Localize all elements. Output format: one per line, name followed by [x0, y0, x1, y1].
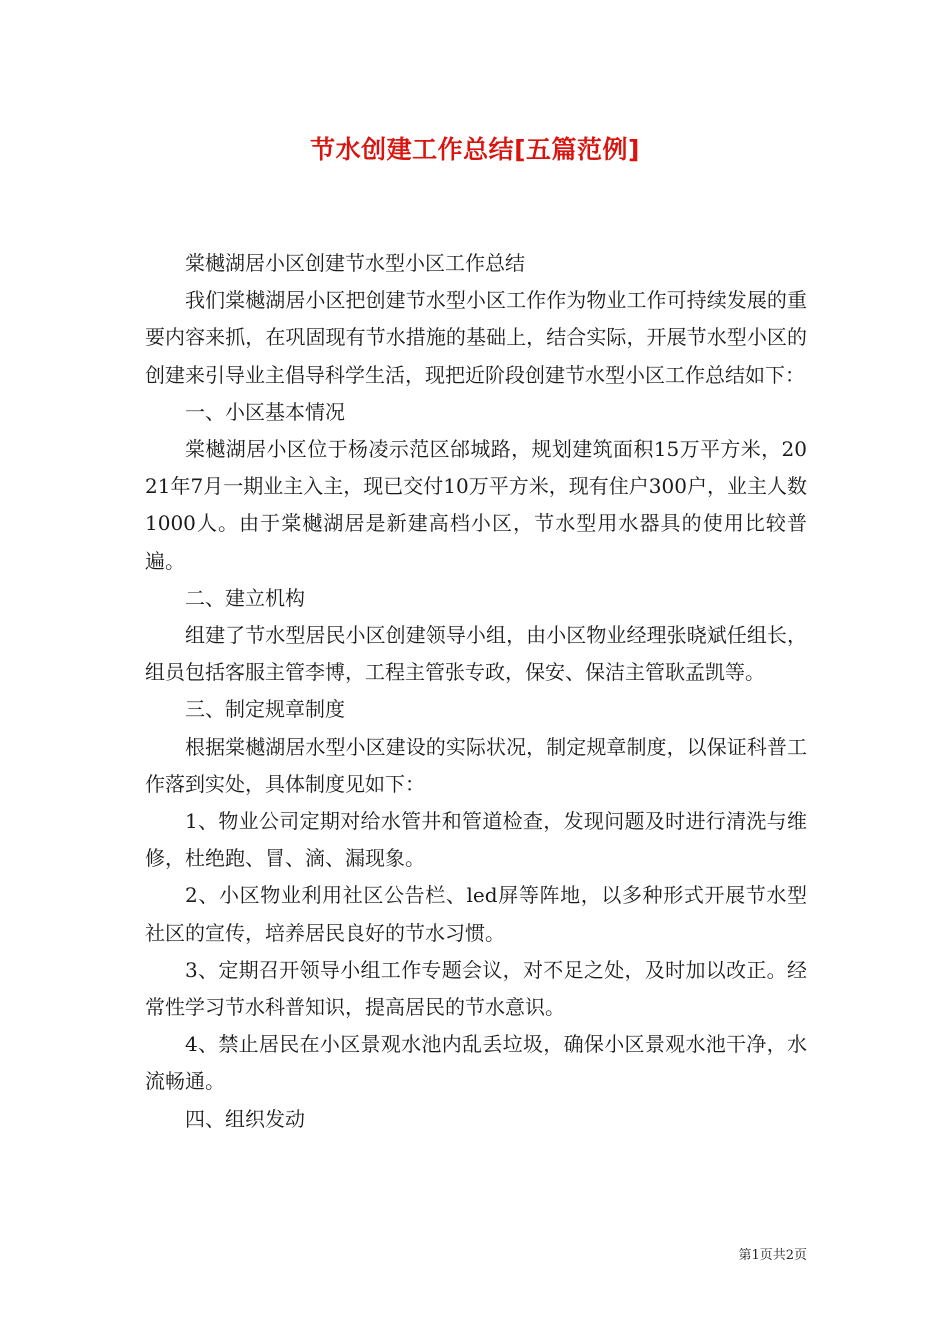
rule-item-3: 3、定期召开领导小组工作专题会议，对不足之处，及时加以改正。经常性学习节水科普知识，提高居民的节水意识。 [145, 957, 807, 1020]
rule-item-1: 1、物业公司定期对给水管井和管道检查，发现问题及时进行清洗与维修，杜绝跑、冒、滴、漏现象。 [145, 809, 807, 871]
paragraph-rules-intro: 根据棠樾湖居水型小区建设的实际状况，制定规章制度，以保证科普工作落到实处，具体制度见如下： [145, 734, 807, 796]
paragraph-organization: 组建了节水型居民小区创建领导小组，由小区物业经理张晓斌任组长，组员包括客服主管李博，工程主管张专政，保安、保洁主管耿孟凯等。 [145, 623, 807, 685]
page-title: 节水创建工作总结[五篇范例] [310, 135, 640, 164]
section-heading-rules: 三、制定规章制度 [185, 697, 345, 722]
document-body [145, 245, 807, 1138]
rule-item-4: 4、禁止居民在小区景观水池内乱丢垃圾，确保小区景观水池干净，水流畅通。 [145, 1032, 807, 1094]
rule-item-2: 2、小区物业利用社区公告栏、led屏等阵地，以多种形式开展节水型社区的宣传，培养居民良好的节水习惯。 [145, 883, 807, 945]
section-heading-organization: 二、建立机构 [185, 585, 305, 610]
paragraph-intro: 我们棠樾湖居小区把创建节水型小区工作作为物业工作可持续发展的重要内容来抓，在巩固现有节水措施的基础上，结合实际，开展节水型小区的创建来引导业主倡导科学生活，现把近阶段创建节水型小区工作总结如下： [145, 288, 807, 387]
paragraph-subtitle: 棠樾湖居小区创建节水型小区工作总结 [185, 251, 525, 275]
section-heading-basic-info: 一、小区基本情况 [185, 399, 345, 424]
section-heading-mobilization: 四、组织发动 [185, 1106, 305, 1131]
paragraph-basic-info: 棠樾湖居小区位于杨凌示范区邰城路，规划建筑面积15万平方米，2021年7月一期业主入主，现已交付10万平方米，现有住户300户，业主人数1000人。由于棠樾湖居是新建高档小区，节水型用水器具的使用比较普遍。 [145, 437, 807, 573]
page-indicator: 第1页共2页 [738, 1248, 807, 1263]
